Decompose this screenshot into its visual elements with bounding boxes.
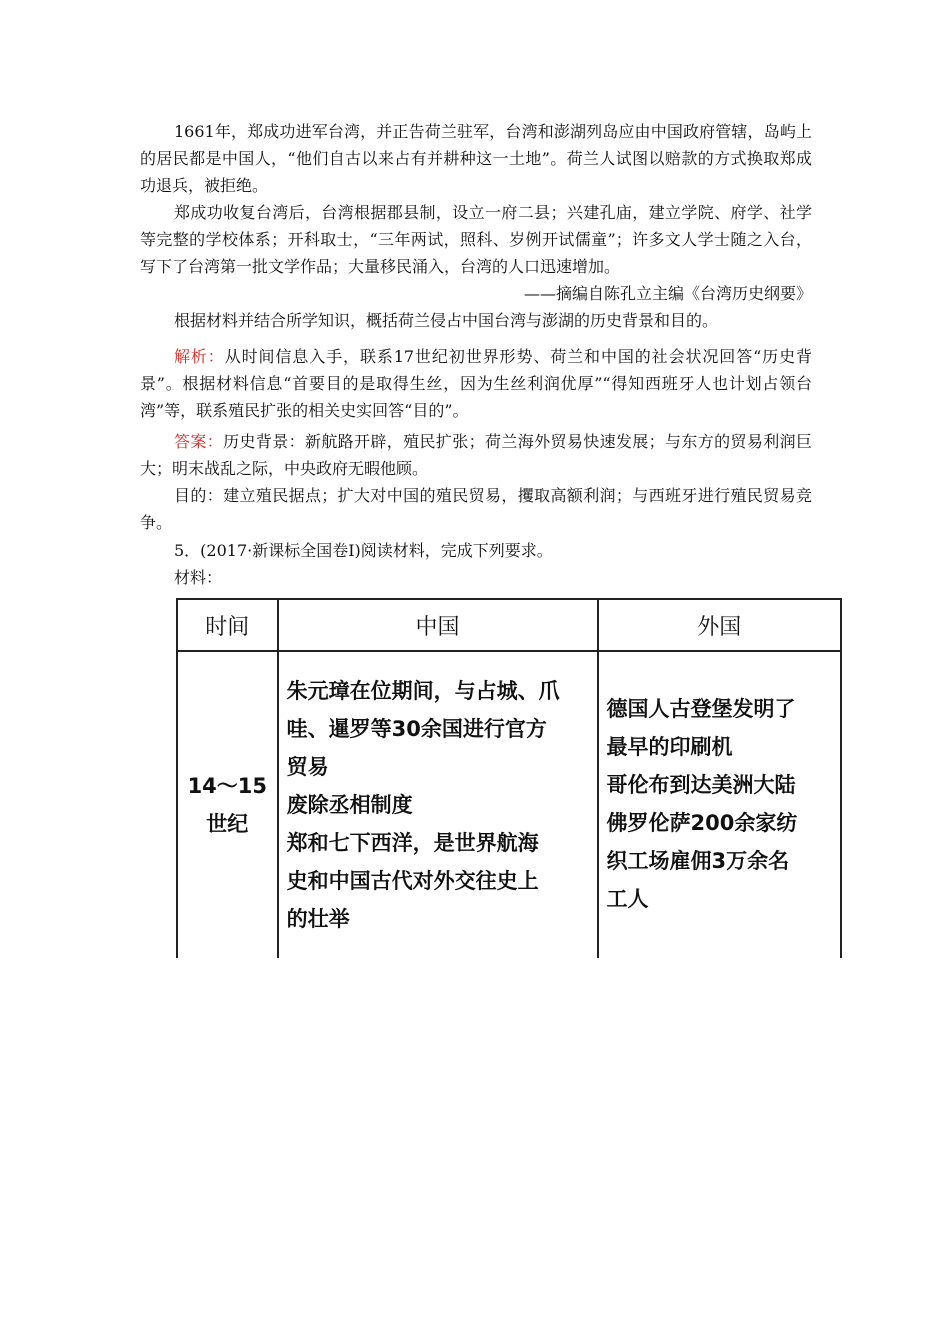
cell-time xyxy=(177,651,278,958)
analysis-paragraph xyxy=(140,343,812,424)
china-line: 史和中国古代对外交往史上 xyxy=(286,869,539,893)
material-label: 材料： xyxy=(174,568,223,587)
china-line: 废除丞相制度 xyxy=(286,793,413,817)
material-paragraph-1: 1661年，郑成功进军台湾，并正告荷兰驻军，台湾和澎湖列岛应由中国政府管辖，岛屿上的居民都是中国人，“他们自古以来占有并耕种这一土地”。荷兰人试图以赔款的方式换取郑成功退兵，被拒绝。 xyxy=(140,122,812,195)
source-citation: ——摘编自陈孔立主编《台湾历史纲要》 xyxy=(523,284,812,303)
foreign-line: 织工场雇佣3万余名 xyxy=(606,849,790,873)
time-line: 世纪 xyxy=(206,812,249,836)
china-line: 哇、暹罗等30余国进行官方 xyxy=(286,717,547,741)
answer-text: 历史背景：新航路开辟，殖民扩张；荷兰海外贸易快速发展；与东方的贸易利润巨大；明末战乱之际，中央政府无暇他顾。 xyxy=(140,432,812,478)
china-line: 的壮举 xyxy=(286,907,350,931)
analysis-label: 解析： xyxy=(174,347,225,366)
answer-paragraph xyxy=(140,428,812,482)
table-row xyxy=(177,651,841,958)
china-line: 朱元璋在位期间，与占城、爪 xyxy=(286,679,560,703)
foreign-line: 德国人古登堡发明了 xyxy=(606,697,796,721)
material-table xyxy=(176,598,842,958)
foreign-line: 佛罗伦萨200余家纺 xyxy=(606,811,798,835)
analysis-text: 从时间信息入手，联系17世纪初世界形势、荷兰和中国的社会状况回答“历史背景”。根据材料信息“首要目的是取得生丝，因为生丝利润优厚”“得知西班牙人也计划占领台湾”等，联系殖民扩张的相关史实回答“目的”。 xyxy=(140,347,812,420)
header-foreign: 外国 xyxy=(598,599,841,651)
table-header-row xyxy=(177,599,841,651)
question5-title: 5．(2017·新课标全国卷Ⅰ)阅读材料，完成下列要求。 xyxy=(174,541,553,560)
foreign-line: 工人 xyxy=(606,887,649,911)
header-china: 中国 xyxy=(278,599,598,651)
china-line: 郑和七下西洋，是世界航海 xyxy=(286,831,539,855)
question-text: 根据材料并结合所学知识，概括荷兰侵占中国台湾与澎湖的历史背景和目的。 xyxy=(174,311,719,330)
answer-purpose: 目的：建立殖民据点；扩大对中国的殖民贸易，攫取高额利润；与西班牙进行殖民贸易竞争。 xyxy=(140,486,812,532)
header-time: 时间 xyxy=(177,599,278,651)
cell-foreign xyxy=(598,651,841,958)
material-paragraph-2: 郑成功收复台湾后，台湾根据郡县制，设立一府二县；兴建孔庙，建立学院、府学、社学等完整的学校体系；开科取士，“三年两试，照科、岁例开试儒童”；许多文人学士随之入台，写下了台湾第一批文学作品；大量移民涌入，台湾的人口迅速增加。 xyxy=(140,203,812,276)
foreign-line: 最早的印刷机 xyxy=(606,735,733,759)
answer-label: 答案： xyxy=(174,432,224,451)
time-line: 14～15 xyxy=(187,774,268,798)
china-line: 贸易 xyxy=(286,755,329,779)
cell-china xyxy=(278,651,598,958)
foreign-line: 哥伦布到达美洲大陆 xyxy=(606,773,796,797)
